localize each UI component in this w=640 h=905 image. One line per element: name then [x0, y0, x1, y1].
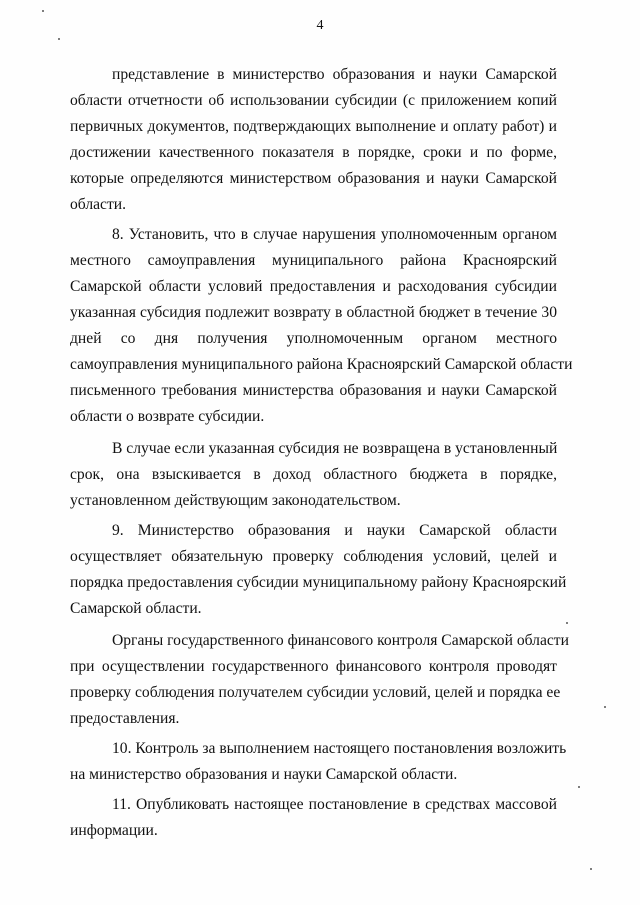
scan-speck	[578, 786, 580, 788]
text-line: самоуправления муниципального района Красноярский Самарской области	[70, 356, 573, 373]
text-line: предоставления.	[70, 710, 180, 727]
text-line: письменного требования министерства образования и науки Самарской	[70, 382, 557, 399]
scan-speck	[604, 706, 606, 708]
text-line: которые определяются министерством образования и науки Самарской	[70, 170, 557, 187]
text-line: Самарской области условий предоставления и расходования субсидии	[70, 278, 557, 295]
paragraph-report-submission	[70, 62, 557, 218]
scan-speck	[566, 622, 568, 624]
text-line: дней со дня получения уполномоченным органом местного	[70, 330, 557, 347]
text-line: области отчетности об использовании субсидии (с приложением копий	[70, 92, 557, 109]
text-line: проверку соблюдения получателем субсидии условий, целей и порядка ее	[70, 684, 561, 701]
scan-speck	[42, 10, 44, 12]
text-line: Органы государственного финансового контроля Самарской области	[112, 632, 569, 649]
paragraph-item-9	[70, 518, 567, 622]
scan-speck	[590, 868, 592, 870]
text-line: области.	[70, 196, 127, 213]
text-line: представление в министерство образования и науки Самарской	[112, 66, 557, 83]
text-line: 8. Установить, что в случае нарушения уполномоченным органом	[112, 226, 557, 243]
text-line: установленном действующим законодательством.	[70, 492, 401, 509]
text-line: первичных документов, подтверждающих выполнение и оплату работ) и	[70, 118, 557, 135]
text-line: 10. Контроль за выполнением настоящего постановления возложить	[112, 740, 567, 757]
text-line: области о возврате субсидии.	[70, 408, 265, 425]
document-body	[70, 62, 573, 844]
paragraph-item-8	[70, 222, 573, 430]
text-line: осуществляет обязательную проверку соблюдения условий, целей и	[70, 548, 557, 565]
text-line: Самарской области.	[70, 600, 202, 617]
text-line: информации.	[70, 822, 158, 839]
text-line: достижении качественного показателя в порядке, сроки и по форме,	[70, 144, 557, 161]
paragraph-subsidy-recovery	[70, 436, 557, 514]
text-line: порядка предоставления субсидии муниципальному району Красноярский	[70, 574, 567, 591]
text-line: 9. Министерство образования и науки Самарской области	[112, 522, 557, 539]
text-line: срок, она взыскивается в доход областного бюджета в порядке,	[70, 466, 557, 483]
paragraph-item-10	[70, 736, 567, 788]
scan-speck	[58, 38, 60, 40]
text-line: В случае если указанная субсидия не возвращена в установленный	[112, 440, 558, 457]
text-line: 11. Опубликовать настоящее постановление в средствах массовой	[112, 796, 557, 813]
text-line: местного самоуправления муниципального района Красноярский	[70, 252, 557, 269]
paragraph-financial-control	[70, 628, 569, 732]
text-line: при осуществлении государственного финансового контроля проводят	[70, 658, 557, 675]
text-line: на министерство образования и науки Самарской области.	[70, 766, 458, 783]
text-line: указанная субсидия подлежит возврату в областной бюджет в течение 30	[70, 304, 557, 321]
page-number: 4	[316, 18, 324, 33]
paragraph-item-11	[70, 792, 557, 844]
